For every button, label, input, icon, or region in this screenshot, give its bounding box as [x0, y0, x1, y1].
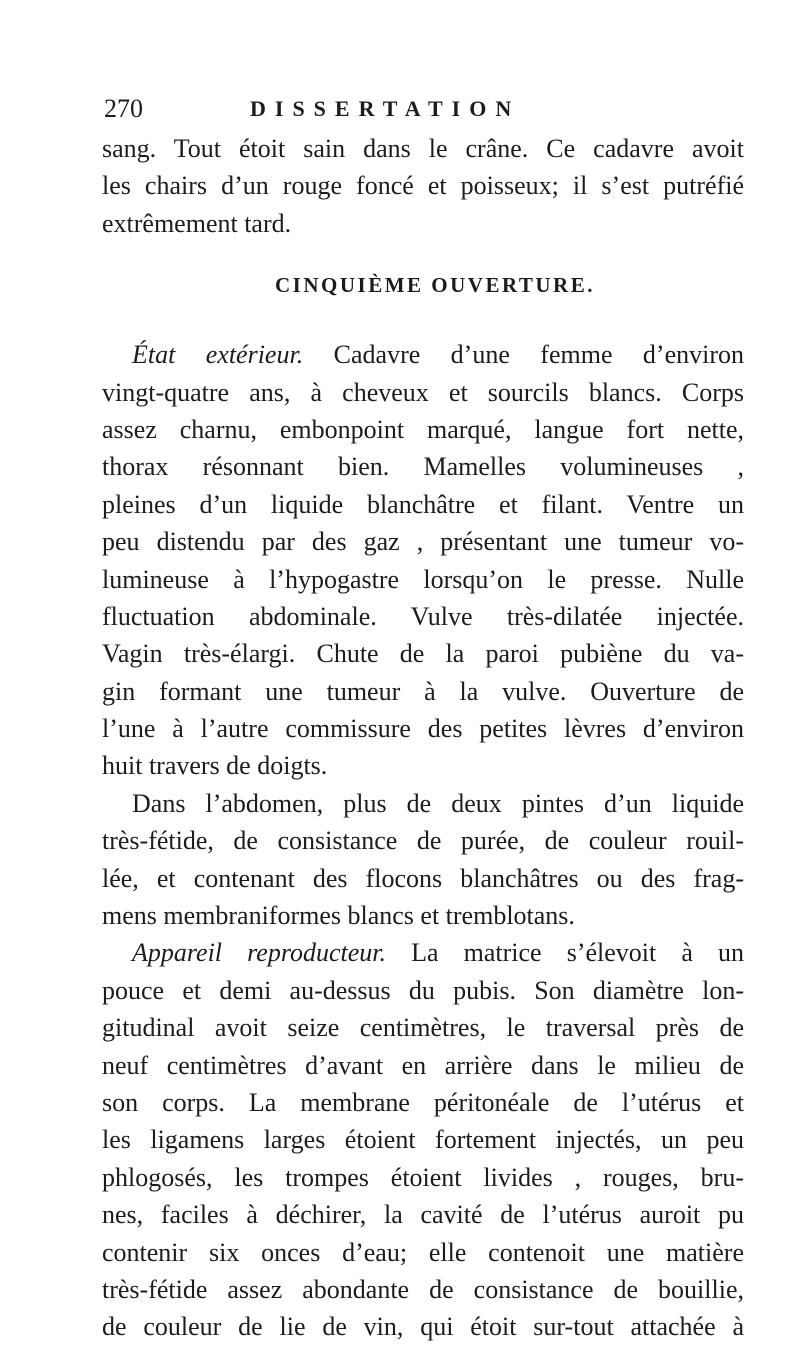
text-line: les ligamens larges étoient fortement injectés, un peu [102, 1125, 744, 1155]
section-spacer [102, 314, 744, 336]
text-line [102, 934, 744, 971]
section-heading: CINQUIÈME OUVERTURE. [275, 273, 595, 298]
subsection-lead: Appareil reproducteur. [132, 938, 387, 968]
text-line: phlogosés, les trompes étoient livides , rouges, bru- [102, 1162, 744, 1192]
text-line: lée, et contenant des flocons blanchâtres ou des frag- [102, 863, 744, 893]
text-line: très-fétide assez abondante de consistance de bouillie, [102, 1274, 744, 1304]
text-line: de couleur de lie de vin, qui étoit sur-tout attachée à [102, 1312, 744, 1342]
text-line: extrêmement tard. [102, 208, 292, 238]
text-line: assez charnu, embonpoint marqué, langue fort nette, [102, 414, 744, 444]
text-line: mens membraniformes blancs et tremblotans. [102, 901, 575, 931]
text-line: Vagin très-élargi. Chute de la paroi pubiène du va- [102, 639, 744, 669]
text-line: huit travers de doigts. [102, 751, 328, 781]
text-line: très-fétide, de consistance de purée, de couleur rouil- [102, 826, 744, 856]
text-line: l’une à l’autre commissure des petites lèvres d’environ [102, 714, 744, 744]
body-text [102, 130, 744, 1346]
text-line: les chairs d’un rouge foncé et poisseux; il s’est putréfié [102, 171, 744, 201]
text-line: pleines d’un liquide blanchâtre et filant. Ventre un [102, 489, 744, 519]
text-line: Dans l’abdomen, plus de deux pintes d’un liquide [132, 788, 744, 818]
subsection-lead: État extérieur. [132, 340, 304, 370]
text-span: La matrice s’élevoit à un [386, 938, 744, 968]
text-line: lumineuse à l’hypogastre lorsqu’on le presse. Nulle [102, 564, 744, 594]
text-line [102, 336, 744, 373]
text-line: nes, faciles à déchirer, la cavité de l’utérus auroit pu [102, 1200, 744, 1230]
running-head [104, 94, 744, 134]
text-line: gitudinal avoit seize centimètres, le traversal près de [102, 1013, 744, 1043]
running-title: DISSERTATION [250, 96, 521, 121]
text-line: son corps. La membrane péritonéale de l’utérus et [102, 1087, 744, 1117]
text-line: sang. Tout étoit sain dans le crâne. Ce cadavre avoit [102, 134, 744, 163]
text-line: pouce et demi au-dessus du pubis. Son diamètre lon- [102, 975, 744, 1005]
text-line: peu distendu par des gaz , présentant une tumeur vo- [102, 527, 744, 557]
text-line: vingt-quatre ans, à cheveux et sourcils blancs. Corps [102, 377, 744, 407]
text-line: thorax résonnant bien. Mamelles volumineuses , [102, 452, 744, 482]
page-number: 270 [104, 94, 143, 123]
text-line: gin formant une tumeur à la vulve. Ouverture de [102, 676, 744, 706]
text-line: fluctuation abdominale. Vulve très-dilatée injectée. [102, 601, 744, 631]
text-span: Cadavre d’une femme d’environ [303, 340, 744, 370]
text-line: contenir six onces d’eau; elle contenoit une matière [102, 1237, 744, 1267]
text-line: neuf centimètres d’avant en arrière dans le milieu de [102, 1050, 744, 1080]
